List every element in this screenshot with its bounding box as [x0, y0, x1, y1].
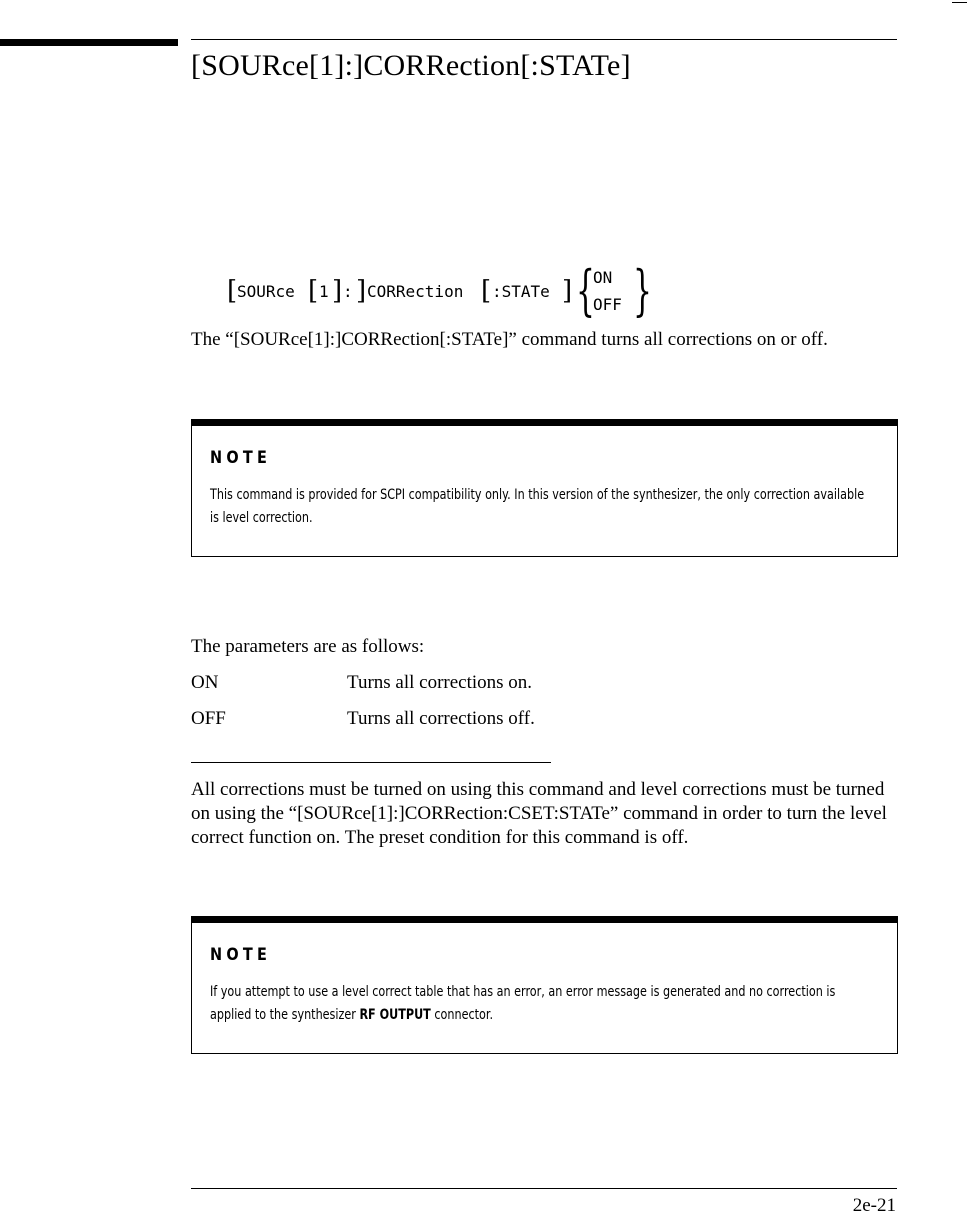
- note-text: This command is provided for SCPI compatibility only. In this version of the synthesizer, the only correction available is level correction.: [210, 487, 865, 526]
- syntax-state-keyword: :STATe: [492, 282, 550, 301]
- parameter-desc-off: Turns all corrections off.: [347, 708, 535, 729]
- syntax-source-keyword: SOURce: [237, 282, 295, 301]
- syntax-option-off: OFF: [593, 295, 622, 314]
- page-number: 2e-21: [852, 1195, 896, 1216]
- syntax-colon: :: [343, 282, 353, 301]
- section-divider: [191, 762, 551, 763]
- parameter-name-on: ON: [191, 672, 219, 693]
- syntax-brace-open: {: [576, 259, 595, 322]
- corner-tick: [952, 2, 967, 3]
- footer-rule: [191, 1188, 897, 1189]
- command-description: The “[SOURce[1]:]CORRection[:STATe]” command turns all corrections on or off.: [191, 329, 828, 350]
- parameters-intro: The parameters are as follows:: [191, 636, 425, 657]
- note-label: NOTE: [210, 945, 272, 965]
- note-text-end: connector.: [430, 1007, 494, 1023]
- rf-output-label: RF OUTPUT: [359, 1007, 431, 1023]
- note-text-start: If you attempt to use a level correct table that has an error, an error message is generated and no correction is applied to the synthesizer: [210, 984, 836, 1023]
- header-rule: [191, 39, 897, 40]
- note-label: NOTE: [210, 448, 272, 468]
- syntax-brace-close: }: [633, 259, 652, 322]
- syntax-bracket: [: [481, 276, 492, 306]
- syntax-bracket: ]: [332, 276, 343, 306]
- syntax-bracket: ]: [356, 276, 367, 306]
- syntax-correction-keyword: CORRection: [367, 282, 464, 301]
- syntax-bracket: [: [227, 276, 238, 306]
- syntax-index: 1: [319, 282, 329, 301]
- note-box: [191, 419, 898, 557]
- note-text: [210, 981, 866, 1027]
- parameter-desc-on: Turns all corrections on.: [347, 672, 533, 693]
- syntax-bracket: [: [308, 276, 319, 306]
- note-box: [191, 916, 898, 1054]
- parameter-name-off: OFF: [191, 708, 226, 729]
- section-marker-bar: [0, 39, 178, 46]
- details-paragraph: All corrections must be turned on using this command and level corrections must be turned on using the “[SOURce[1]:]CORRection:CSET:STATe” command in order to turn the level correct function on. The preset condition for this command is off.: [191, 779, 887, 848]
- syntax-bracket: ]: [562, 276, 573, 306]
- syntax-option-on: ON: [593, 268, 613, 287]
- page-title: [SOURce[1]:]CORRection[:STATe]: [191, 49, 631, 82]
